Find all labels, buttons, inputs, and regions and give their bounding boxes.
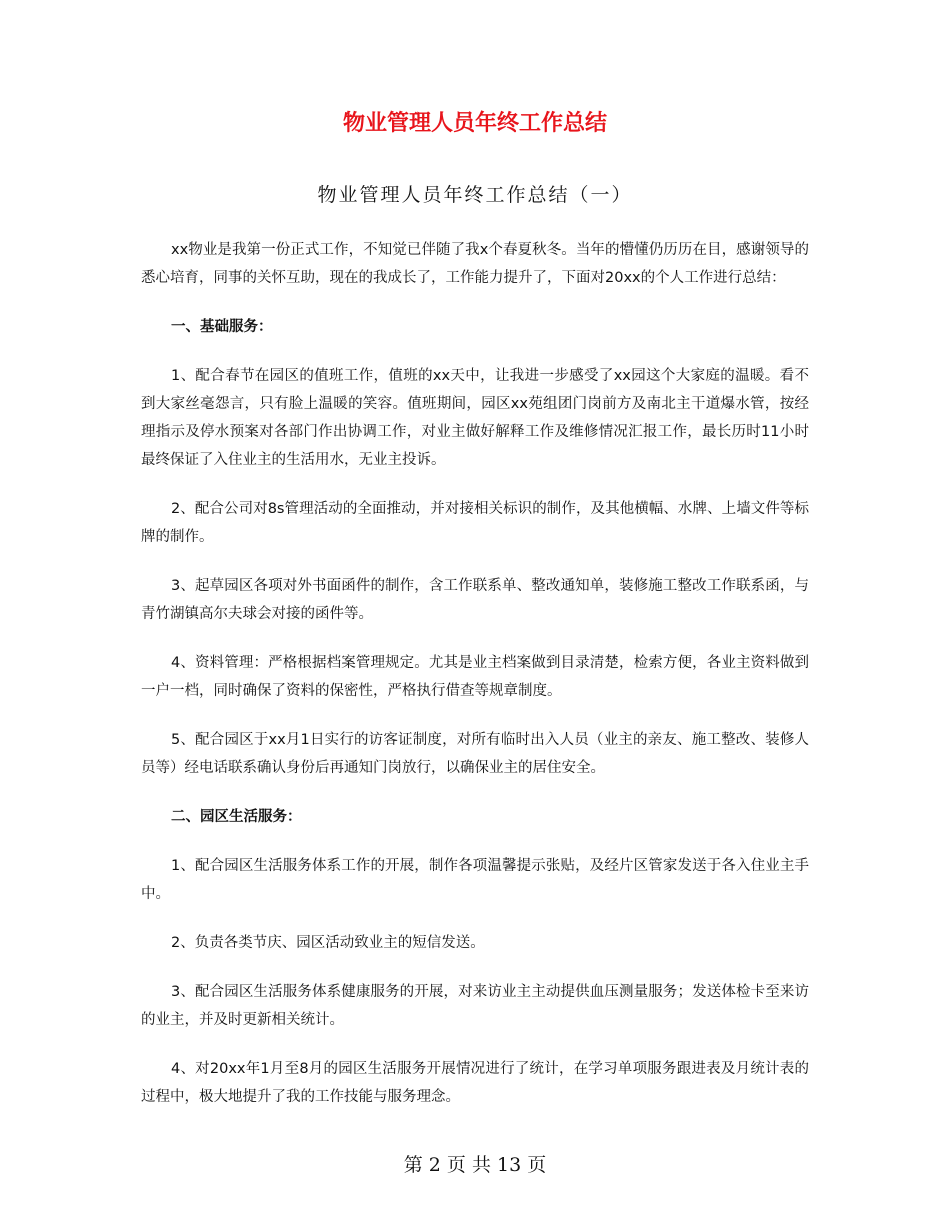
section-heading-life-service: 二、园区生活服务： bbox=[171, 809, 302, 825]
section1-item: 3、起草园区各项对外书面函件的制作，含工作联系单、整改通知单，装修施工整改工作联系函，与青竹湖镇高尔夫球会对接的函件等。 bbox=[141, 578, 809, 622]
document-subtitle: 物业管理人员年终工作总结（一） bbox=[317, 184, 633, 206]
document-title: 物业管理人员年终工作总结 bbox=[342, 111, 607, 136]
section1-item: 4、资料管理：严格根据档案管理规定。尤其是业主档案做到目录清楚，检索方便，各业主资料做到一户一档，同时确保了资料的保密性，严格执行借查等规章制度。 bbox=[141, 655, 809, 699]
section1-item: 2、配合公司对8s管理活动的全面推动，并对接相关标识的制作，及其他横幅、水牌、上墙文件等标牌的制作。 bbox=[141, 501, 809, 545]
page-number-footer: 第 2 页 共 13 页 bbox=[403, 1154, 547, 1176]
section2-item: 3、配合园区生活服务体系健康服务的开展，对来访业主主动提供血压测量服务；发送体检卡至来访的业主，并及时更新相关统计。 bbox=[141, 984, 809, 1028]
section2-item: 4、对20xx年1月至8月的园区生活服务开展情况进行了统计，在学习单项服务跟进表及月统计表的过程中，极大地提升了我的工作技能与服务理念。 bbox=[141, 1061, 809, 1105]
section2-item: 1、配合园区生活服务体系工作的开展，制作各项温馨提示张贴，及经片区管家发送于各入住业主手中。 bbox=[141, 858, 809, 902]
section-heading-basic-service: 一、基础服务： bbox=[171, 319, 273, 335]
document-body bbox=[141, 236, 809, 1132]
section1-item: 1、配合春节在园区的值班工作，值班的xx天中，让我进一步感受了xx园这个大家庭的温暖。看不到大家丝毫怨言，只有脸上温暖的笑容。值班期间，园区xx苑组团门岗前方及南北主干道爆水管，按经理指示及停水预案对各部门作出协调工作，对业主做好解释工作及维修情况汇报工作，最长历时11小时最终保证了入住业主的生活用水，无业主投诉。 bbox=[141, 368, 809, 468]
section1-item: 5、配合园区于xx月1日实行的访客证制度，对所有临时出入人员（业主的亲友、施工整改、装修人员等）经电话联系确认身份后再通知门岗放行，以确保业主的居住安全。 bbox=[141, 732, 809, 776]
section2-item: 2、负责各类节庆、园区活动致业主的短信发送。 bbox=[171, 935, 485, 951]
intro-paragraph: xx物业是我第一份正式工作，不知觉已伴随了我x个春夏秋冬。当年的懵懂仍历历在目，感谢领导的悉心培育，同事的关怀互助，现在的我成长了，工作能力提升了，下面对20xx的个人工作进行总结： bbox=[141, 242, 809, 286]
